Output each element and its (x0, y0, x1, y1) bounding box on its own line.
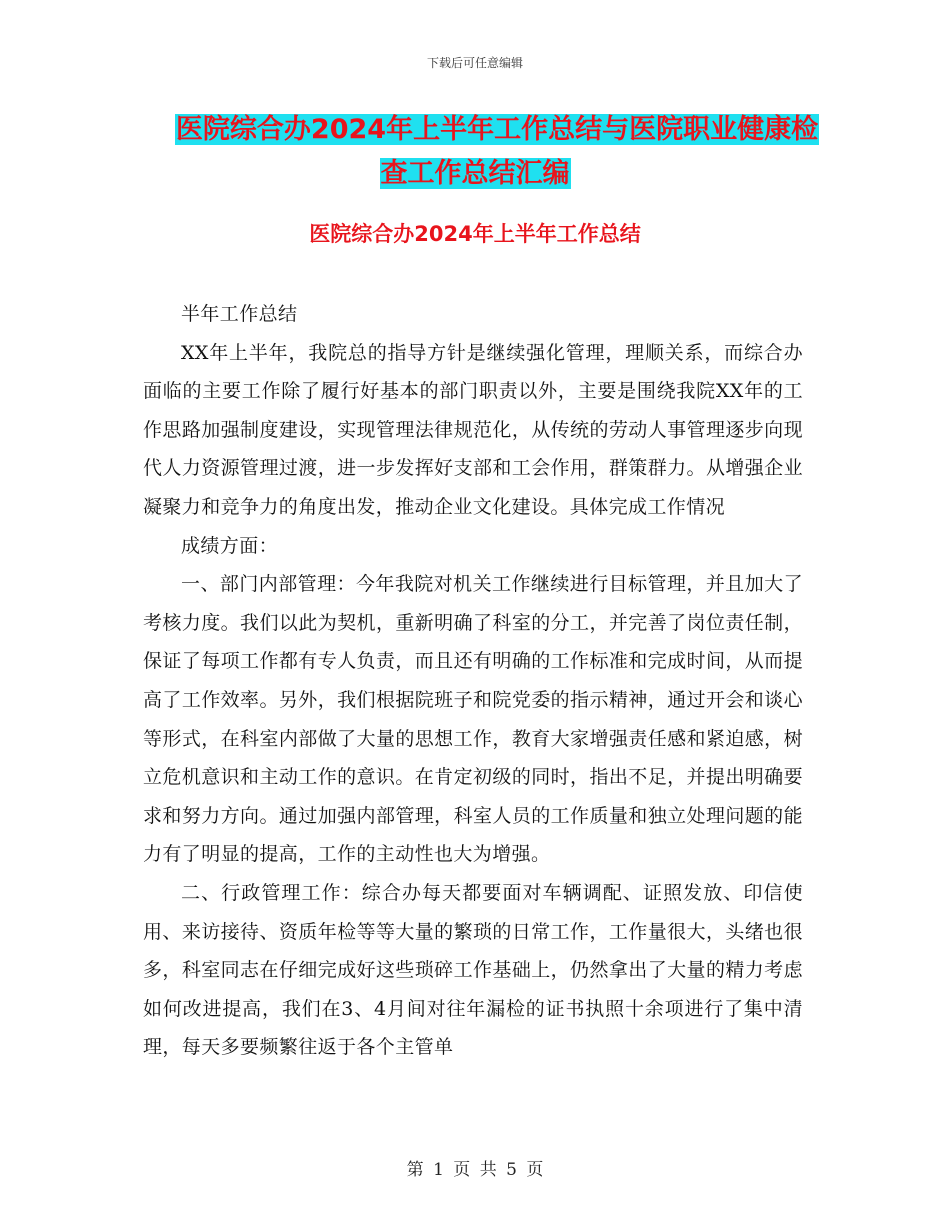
document-body (143, 295, 803, 1067)
paragraph-internal-management: 一、部门内部管理：今年我院对机关工作继续进行目标管理，并且加大了考核力度。我们以此为契机，重新明确了科室的分工，并完善了岗位责任制，保证了每项工作都有专人负责，而且还有明确的工作标准和完成时间，从而提高了工作效率。另外，我们根据院班子和院党委的指示精神，通过开会和谈心等形式，在科室内部做了大量的思想工作，教育大家增强责任感和紧迫感，树立危机意识和主动工作的意识。在肯定初级的同时，指出不足，并提出明确要求和努力方向。通过加强内部管理，科室人员的工作质量和独立处理问题的能力有了明显的提高，工作的主动性也大为增强。 (143, 573, 803, 866)
paragraph-achievements-label: 成绩方面： (181, 534, 279, 557)
section-title: 医院综合办2024年上半年工作总结 (309, 222, 641, 246)
document-title-line-1 (22, 110, 950, 150)
document-title-text-1: 医院综合办2024年上半年工作总结与医院职业健康检 (175, 114, 819, 145)
paragraph-intro: XX年上半年，我院总的指导方针是继续强化管理，理顺关系，而综合办面临的主要工作除了履行好基本的部门职责以外，主要是围绕我院XX年的工作思路加强制度建设，实现管理法律规范化，从传统的劳动人事管理逐步向现代人力资源管理过渡，进一步发挥好支部和工会作用，群策群力。从增强企业凝聚力和竞争力的角度出发，推动企业文化建设。具体完成工作情况 (143, 341, 803, 518)
document-title-text-2: 查工作总结汇编 (380, 158, 570, 189)
page-header-note: 下载后可任意编辑 (426, 56, 523, 70)
paragraph-heading: 半年工作总结 (181, 303, 298, 325)
page-number: 第 1 页 共 5 页 (406, 1160, 544, 1180)
document-title-line-2 (0, 154, 950, 194)
paragraph-administration: 二、行政管理工作：综合办每天都要面对车辆调配、证照发放、印信使用、来访接待、资质年检等等大量的繁琐的日常工作，工作量很大，头绪也很多，科室同志在仔细完成好这些琐碎工作基础上，仍然拿出了大量的精力考虑如何改进提高，我们在3、4月间对往年漏检的证书执照十余项进行了集中清理，每天多要频繁往返于各个主管单 (143, 881, 803, 1059)
